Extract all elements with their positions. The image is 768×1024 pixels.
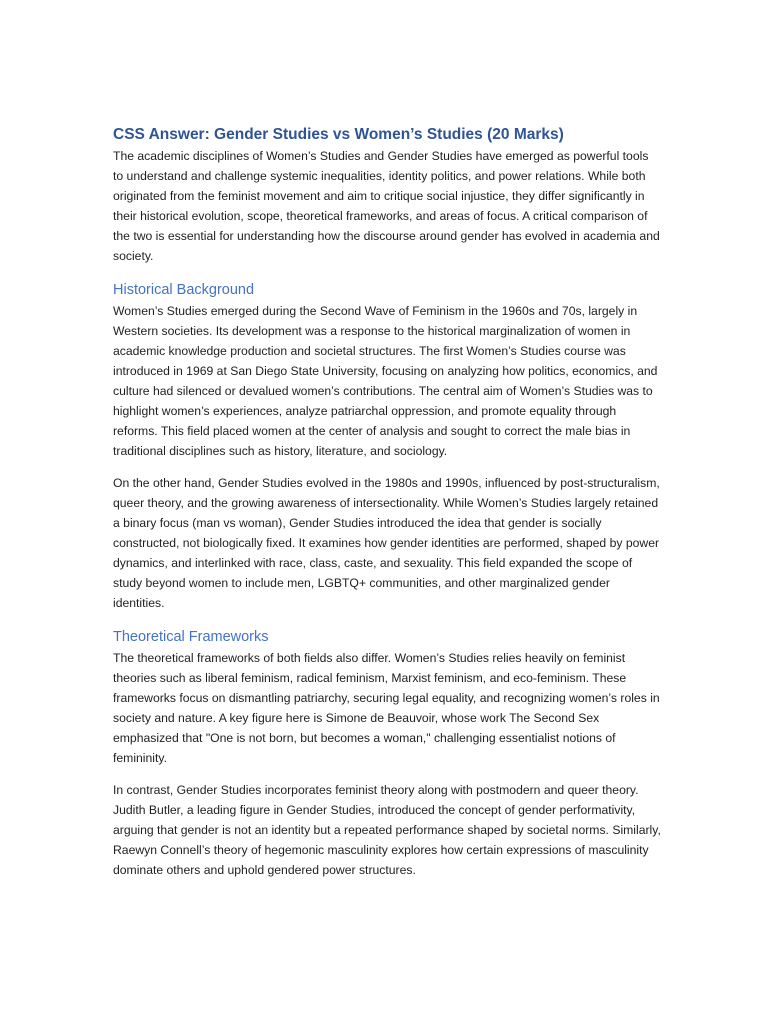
- theory-paragraph-1: The theoretical frameworks of both fields also differ. Women’s Studies relies heavily on feminist theories such as liberal feminism, radical feminism, Marxist feminism, and eco-feminism. These frameworks focus on dismantling patriarchy, securing legal equality, and recognizing women’s roles in society and nature. A key figure here is Simone de Beauvoir, whose work The Second Sex emphasized that "One is not born, but becomes a woman," challenging essentialist notions of femininity.: [113, 651, 660, 765]
- intro-paragraph: The academic disciplines of Women’s Studies and Gender Studies have emerged as powerful tools to understand and challenge systemic inequalities, identity politics, and power relations. While both originated from the feminist movement and aim to critique social injustice, they differ significantly in their historical evolution, scope, theoretical frameworks, and areas of focus. A critical comparison of the two is essential for understanding how the discourse around gender has evolved in academia and society.: [113, 149, 660, 263]
- historical-paragraph-1: Women’s Studies emerged during the Second Wave of Feminism in the 1960s and 70s, largely in Western societies. Its development was a response to the historical marginalization of women in academic knowledge production and societal structures. The first Women’s Studies course was introduced in 1969 at San Diego State University, focusing on analyzing how politics, economics, and culture had silenced or devalued women’s contributions. The central aim of Women’s Studies was to highlight women’s experiences, analyze patriarchal oppression, and promote equality through reforms. This field placed women at the center of analysis and sought to correct the male bias in traditional disciplines such as history, literature, and sociology.: [113, 304, 658, 458]
- historical-paragraph-2: On the other hand, Gender Studies evolved in the 1980s and 1990s, influenced by post-structuralism, queer theory, and the growing awareness of intersectionality. While Women’s Studies largely retained a binary focus (man vs woman), Gender Studies introduced the idea that gender is socially constructed, not biologically fixed. It examines how gender identities are performed, shaped by power dynamics, and interlinked with race, class, caste, and sexuality. This field expanded the scope of study beyond women to include men, LGBTQ+ communities, and other marginalized gender identities.: [113, 476, 660, 610]
- document-page: [113, 124, 661, 880]
- section-heading-historical-background: Historical Background: [113, 282, 255, 298]
- section-heading-theoretical-frameworks: Theoretical Frameworks: [113, 629, 269, 645]
- document-title: CSS Answer: Gender Studies vs Women’s Studies (20 Marks): [113, 126, 564, 143]
- theory-paragraph-2: In contrast, Gender Studies incorporates feminist theory along with postmodern and queer theory. Judith Butler, a leading figure in Gender Studies, introduced the concept of gender performativity, arguing that gender is not an identity but a repeated performance shaped by societal norms. Similarly, Raewyn Connell’s theory of hegemonic masculinity explores how certain expressions of masculinity dominate others and uphold gendered power structures.: [113, 783, 661, 877]
